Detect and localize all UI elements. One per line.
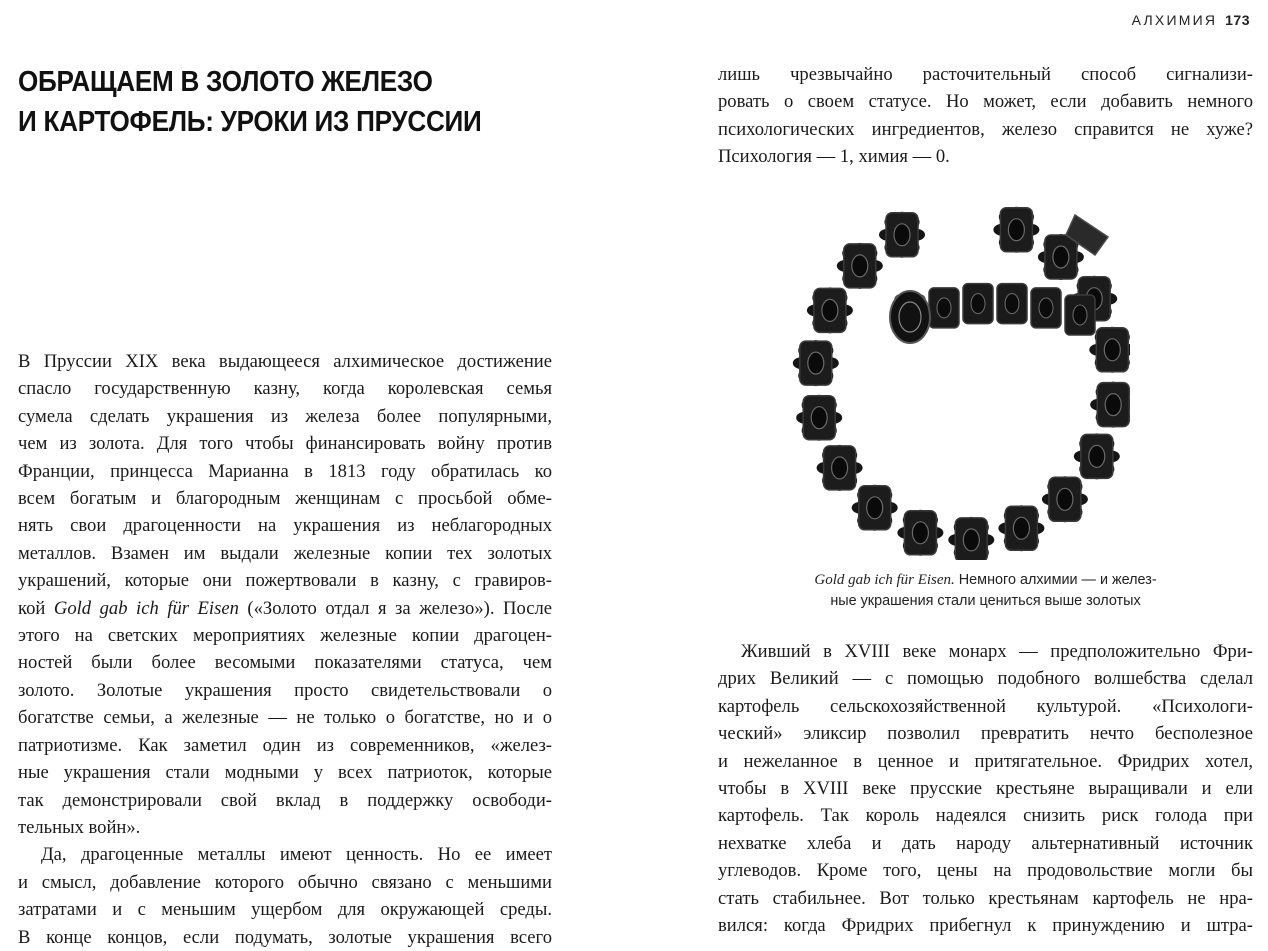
text-line: нять свои драгоценности на украшения из неблагородных: [18, 515, 552, 537]
necklace-link: [817, 445, 863, 491]
necklace-link: [948, 517, 994, 560]
right-column-top-text: [718, 61, 1253, 171]
text-line: тельных войн».: [18, 816, 141, 838]
left-column-text: [18, 348, 552, 951]
text-line: вился: когда Фридрих прибегнул к принуждению и штра-: [718, 915, 1253, 937]
text-line: Франции, принцесса Марианна в 1813 году обратилась ко: [18, 460, 552, 482]
text-line: ные украшения стали модными у всех патриоток, которые: [18, 762, 552, 784]
necklace-link: [879, 212, 925, 258]
necklace-link: [993, 207, 1039, 253]
text-line: чем из золота. Для того чтобы финансировать войну против: [18, 433, 552, 455]
text-line: картофель сельскохозяйственной культурой. «Психологи-: [718, 695, 1253, 717]
necklace-link: [897, 510, 943, 556]
text-line: всем богатым и благородным женщинам с просьбой обме-: [18, 488, 552, 510]
text-line: затратами и с меньшим ущербом для окружающей среды.: [18, 899, 552, 921]
text-line: и смысл, добавление которого обычно связано с меньшими: [18, 871, 552, 893]
necklace-clasp: [890, 291, 930, 343]
necklace-link: [1065, 295, 1095, 335]
text-line: картофель. Так король надеялся снизить риск голода при: [718, 805, 1253, 827]
text-line: нехватке хлеба и дать народу альтернативный источник: [718, 832, 1253, 854]
iron-necklace-photo: [790, 185, 1130, 560]
caption-text: Немного алхимии — и желез-: [954, 572, 1157, 588]
text-line: богатстве семьи, а железные — не только о богатстве, но и о: [18, 707, 552, 729]
text-line: патриотизме. Как заметил один из современников, «желез-: [18, 734, 552, 756]
chapter-title: [18, 62, 522, 142]
caption-line: ные украшения стали цениться выше золотых: [830, 593, 1141, 609]
text-line: стать стабильнее. Вот только крестьянам картофель не нра-: [718, 887, 1253, 909]
necklace-link: [837, 243, 883, 289]
text-line: металлов. Взамен им выдали железные копии тех золотых: [18, 542, 552, 564]
text-line: этого на светских мероприятиях железные копии драгоцен-: [18, 625, 552, 647]
necklace-link: [852, 485, 898, 531]
necklace-link: [929, 288, 959, 328]
necklace-link: [998, 505, 1044, 551]
text-line: чтобы в XVIII веке прусские крестьяне выращивали и ели: [718, 778, 1253, 800]
necklace-link: [963, 284, 993, 324]
right-column-bottom-text: [718, 638, 1253, 939]
text-line: Да, драгоценные металлы имеют ценность. Но ее имеет: [41, 844, 552, 866]
iron-necklace-figure: [790, 185, 1130, 560]
necklace-link: [997, 284, 1027, 324]
necklace-link: [796, 395, 842, 441]
text-line: В Пруссии XIX века выдающееся алхимическое достижение: [18, 351, 552, 372]
text-line: В конце концов, если подумать, золотые украшения всего: [18, 926, 552, 948]
text-line: и нежеланное в ценное и притягательное. Фридрих хотел,: [718, 750, 1253, 772]
necklace-link: [807, 287, 853, 333]
text-line: украшений, которые они пожертвовали в казну, с гравиров-: [18, 570, 552, 592]
caption-italic: Gold gab ich für Eisen.: [814, 572, 955, 588]
chapter-title-line: ОБРАЩАЕМ В ЗОЛОТО ЖЕЛЕЗО: [18, 66, 433, 98]
chapter-title-line: И КАРТОФЕЛЬ: УРОКИ ИЗ ПРУССИИ: [18, 106, 482, 138]
text-line: ческий» эликсир позволил превратить нечто бесполезное: [718, 723, 1253, 745]
text-line: сумела сделать украшения из железа более популярными,: [18, 405, 552, 427]
necklace-link: [793, 340, 839, 386]
text-line: спасло государственную казну, когда королевская семья: [18, 378, 552, 400]
necklace-link: [1090, 382, 1130, 428]
text-line: золото. Золотые украшения просто свидетельствовали о: [18, 679, 552, 701]
necklace-link: [1074, 433, 1120, 479]
page-number: 173: [1225, 12, 1250, 28]
necklace-link: [1042, 476, 1088, 522]
text-line: ровать о своем статусе. Но может, если добавить немного: [718, 91, 1253, 113]
text-line: Живший в XVIII веке монарх — предположительно Фри-: [741, 641, 1253, 662]
text-line-with-italic: кой Gold gab ich für Eisen («Золото отдал я за железо»). После: [18, 597, 552, 619]
text-line: психологических ингредиентов, железо справится не хуже?: [718, 118, 1253, 140]
section-name: АЛХИМИЯ: [1131, 12, 1218, 28]
text-line: Психология — 1, химия — 0.: [718, 146, 950, 168]
necklace-link: [1089, 327, 1130, 373]
running-head: [1132, 12, 1250, 28]
text-line: углеводов. Кроме того, цены на продовольствие могли бы: [718, 860, 1253, 882]
necklace-link: [1031, 288, 1061, 328]
italic-phrase: Gold gab ich für Eisen: [53, 597, 239, 619]
text-line: так демонстрировали свой вклад в поддержку освободи-: [18, 789, 552, 811]
caption-line: [718, 570, 1253, 591]
text-line: дрих Великий — с помощью подобного волшебства сделал: [718, 668, 1253, 690]
figure-caption: [718, 570, 1253, 612]
text-line: ностей были более весомыми показателями статуса, чем: [18, 652, 552, 674]
text-line: лишь чрезвычайно расточительный способ сигнализи-: [718, 64, 1253, 85]
